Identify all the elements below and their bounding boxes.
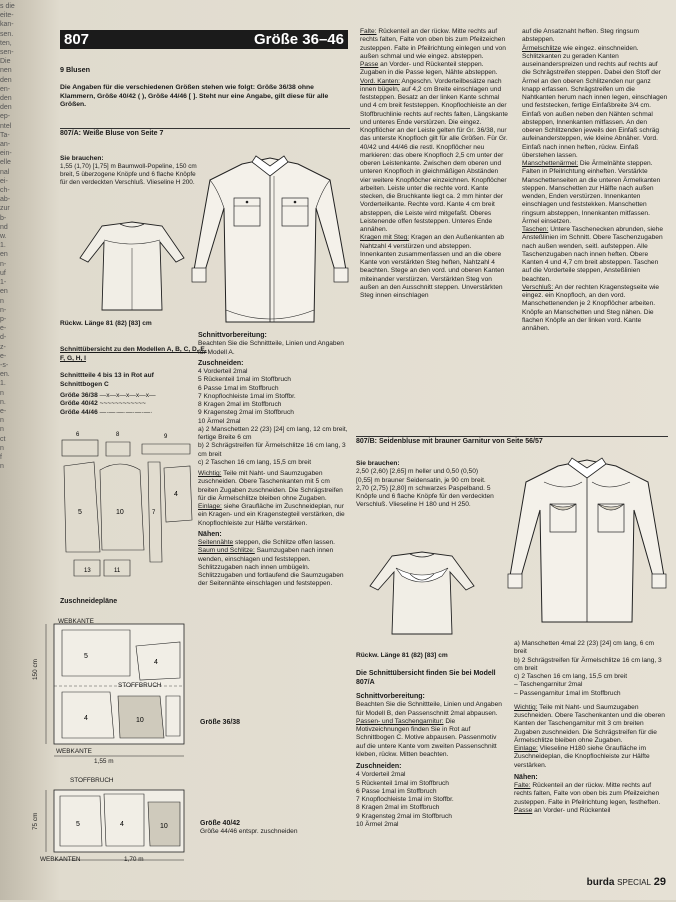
- margin-fragment: Die: [0, 58, 11, 66]
- list-item: 6 Passe 1mal im Stoffbruch: [356, 787, 437, 795]
- list-item: 4 Vorderteil 2mal: [198, 368, 248, 375]
- margin-fragment: ntel: [0, 122, 12, 130]
- model-number: 807: [64, 31, 90, 48]
- margin-fragment: e-: [0, 407, 7, 415]
- piece-label: 10: [136, 717, 144, 724]
- interfacing-note: Einlage: Vlieseline H180 siehe Graufläche im Zuschneideplan, die Knopflochleiste zur Hälfte verstärken.: [514, 745, 650, 769]
- instruction-paragraph: Vord. Kanten: Angeschn. Vorderteilbesätze nach innen bügeln, auf 4,2 cm Breite einschlagen und feststeppen. Besatz an der linken Kante schmal und 4 cm breit feststeppen. Knopflochleiste an der Stoffbruchlinie rechts auf rechts falten, Längskante und unteres Ende verstürzen. Die eingez. Knopflöcher an der Leiste gelten für Gr. 36/38, nur das unterste Knopfloch gilt für alle Größen. Für Gr. 40/42 und 44/46 die restl. Knopflöcher neu markieren: das obere Knopfloch 2,5 cm unter der oberen Leistenkante. Zwischen dem oberen und unteren Knopfloch in gleichmäßigen Abständen vier weitere Knopflöcher einzeichnen. Knopflöcher arbeiten. Leiste unter die rechte vord. Kante stecken, die Bruchkante liegt ca. 2 mm hinter der Vorderteilkante. Rechte vord. Kante 4 cm breit absteppen, die Leiste wird mitgefaßt. Oberes Leistenende offen feststeppen. Unteres Ende annähen.: [360, 77, 508, 233]
- piece-label: 10: [116, 509, 124, 516]
- list-item: 7 Knopflochleiste 1mal im Stoffbr.: [198, 392, 296, 400]
- model-b-blouse-illustration: [506, 452, 668, 632]
- margin-fragment: n.: [0, 398, 6, 406]
- model-b-back-sketch: [362, 548, 482, 638]
- important-note: Wichtig: Teile mit Naht- und Saumzugaben zuschneiden. Obere Taschenkanten und die oberen Kanten der Taschengarnitur mit 3 cm breiten Zugaben zuschneiden. Die Schrägstreifen für die Ärmelschlitze bleiben ohne Zugaben.: [514, 703, 665, 744]
- model-a-back-sketch: [72, 218, 192, 313]
- margin-fragment: eite-: [0, 12, 14, 20]
- margin-fragment: n: [0, 463, 4, 471]
- list-item: 6 Passe 1mal im Stoffbruch: [198, 384, 279, 392]
- margin-fragment: nen: [0, 67, 12, 75]
- instruction-paragraph: Kragen mit Steg: Kragen an den Außenkanten ab Nahtzahl 4 verstürzen und absteppen. Innenkanten zusammenfassen und an die obere Kante von verstärkten Steg heften, Nahtzahl 4 beachten. Stege an den vord. und oberen Kanten miteinander verstürzen. Verstärkten Steg von außen an den Ausschnitt steppen. Unverstärkten Steg innen einschlagen: [360, 234, 505, 299]
- intro-text: Die Angaben für die verschiedenen Größen stehen wie folgt: Größe 36/38 ohne Klammern, Größe 40/42 ( ), Größe 44/46 [ ]. Steht nur eine Angabe, gilt diese für alle Größen.: [60, 84, 329, 109]
- piece-label: 5: [84, 653, 88, 660]
- piece-label: 9: [164, 434, 168, 440]
- margin-fragment: e-: [0, 352, 7, 360]
- margin-fragment: den: [0, 104, 12, 112]
- list-item: 10 Ärmel 2mal: [356, 820, 399, 828]
- margin-fragment: ein-: [0, 150, 12, 158]
- margin-fragment: 1-: [0, 279, 7, 287]
- important-note: Wichtig: Teile mit Naht- und Saumzugaben zuschneiden. Obere Taschenkanten mit 5 cm breiten Zugaben zuschneiden. Die Schrägstreifen für die Ärmelschlitze bleiben ohne Zugaben.: [198, 470, 343, 502]
- cut-title: Zuschneiden:: [198, 359, 244, 367]
- margin-fragment: den: [0, 95, 12, 103]
- margin-fragment: en: [0, 251, 8, 259]
- margin-fragment: ct: [0, 435, 6, 443]
- list-item: 5 Rückenteil 1mal im Stoffbruch: [198, 376, 291, 384]
- margin-fragment: den: [0, 76, 12, 84]
- margin-fragment: n: [0, 297, 4, 305]
- piece-label: 6: [76, 432, 80, 438]
- overview-note: Die Schnittübersicht finden Sie bei Modell 807/A: [356, 670, 496, 686]
- list-item: 7 Knopflochleiste 1mal im Stoffbr.: [356, 796, 454, 804]
- model-a-title: 807/A: Weiße Bluse von Seite 7: [60, 128, 350, 138]
- list-item: b) 2 Schrägstreifen für Ärmelschlitze 16 cm lang, 3 cm breit: [514, 656, 662, 672]
- list-item: b) 2 Schrägstreifen für Ärmelschlitze 16 cm lang, 3 cm breit: [198, 442, 346, 458]
- margin-fragment: n-: [0, 260, 7, 268]
- piece-label: 8: [116, 432, 120, 438]
- margin-fragment: f: [0, 453, 2, 461]
- plan1-size-label: Größe 36/38: [200, 719, 241, 726]
- margin-fragment: b-: [0, 214, 7, 222]
- instruction-paragraph: Saum und Schlitze: Saumzugaben nach innen wenden, einschlagen und feststeppen. Schlitzzugaben nach innen umbügeln. Schlitzzugaben und fortlaufend die Saumzugaben der Seitennähte einschlagen und feststeppen.: [198, 547, 344, 588]
- sew-title: Nähen:: [198, 530, 222, 538]
- model-b-back-length: Rückw. Länge 81 (82) [83] cm: [356, 652, 448, 659]
- list-item: 10 Ärmel 2mal: [198, 417, 241, 425]
- margin-fragment: w.: [0, 233, 7, 241]
- margin-fragment: n-: [0, 306, 7, 314]
- needs-text: 2,50 (2,60) [2,65] m heller und 0,50 (0,50) [0,55] m brauner Seidensatin, je 90 cm breit. 2,70 (2,75) [2,80] m schwarzes Paspelband. 5 Knöpfe und 6 flache Knöpfe für den verdeckten Verschluß. Vlieseline H 180 und H 250.: [356, 468, 494, 509]
- interfacing-note: Einlage: siehe Graufläche im Zuschneideplan, nur ein Kragen- und ein Kragenstegteil verstärken, die Knopflochleiste zur Hälfte verstärken.: [198, 503, 345, 527]
- prep-title: Schnittvorbereitung:: [356, 693, 425, 701]
- piece-label: 4: [174, 491, 178, 498]
- margin-fragment: 1.: [0, 380, 6, 388]
- instruction-paragraph: Ärmelschlitze wie eingez. einschneiden. Schlitzkanten zu geraden Kanten auseinanderspreizen und rechts auf rechts auf die Schrägstreifen steppen. Dabei den Stoff der Ärmel an den oberen Schlitzenden nur ganz knapp erfassen. Schrägstreifen um die Nahtkanten herum nach innen legen, einschlagen und feststecken, fertige Einfaßbreite 3/4 cm. Einfaß von außen neben den Nähten schmal absteppen, Innenkanten mitfassen. An den oberen Schlitzenden jeweils den Einfaß schräg aufeinandersteppen, wie kleine Abnäher. Vord. Einfaß nach innen heften, rückw. Einfaß überstehen lassen.: [522, 44, 668, 159]
- model-a-blouse-illustration: [190, 150, 350, 330]
- margin-fragment: uf: [0, 269, 6, 277]
- size-range: Größe 36–46: [253, 31, 344, 48]
- plan2-size-sub: Größe 44/46 entspr. zuschneiden: [200, 828, 298, 836]
- model-b-title: 807/B: Seidenbluse mit brauner Garnitur von Seite 56/57: [356, 436, 668, 446]
- cutting-plans-title: Zuschneidepläne: [60, 598, 118, 605]
- margin-fragment: n: [0, 426, 4, 434]
- plan2-fold: STOFFBRUCH: [70, 777, 114, 784]
- pattern-pieces-diagram: [60, 422, 195, 582]
- margin-fragment: ei-: [0, 177, 8, 185]
- cutting-plan-size-40: [40, 780, 190, 865]
- pattern-parts-title: Schnittteile 4 bis 13 in Rot auf Schnittbogen C: [60, 372, 154, 388]
- piece-label: 4: [84, 715, 88, 722]
- margin-fragment: en.: [0, 371, 10, 379]
- piece-label: 10: [160, 823, 168, 830]
- plan1-width: 1,55 m: [94, 758, 114, 765]
- cutting-plan-size-36: [40, 616, 190, 766]
- margin-fragment: z-: [0, 343, 6, 351]
- prep-text: Beachten Sie die Schnittteile, Linien und Angaben für Modell B, den Passenschnitt 2mal abpausen.: [356, 701, 502, 717]
- margin-fragment: nd: [0, 223, 8, 231]
- margin-fragment: sen.: [0, 30, 14, 38]
- plan1-selvage-top: WEBKANTE: [58, 618, 94, 625]
- model-b-instructions-right: [514, 640, 668, 815]
- margin-fragment: e-: [0, 325, 7, 333]
- model-b-needs: [356, 460, 496, 510]
- piece-label: 7: [152, 510, 156, 516]
- cut-list-extra: [514, 640, 668, 698]
- prep-text: Beachten Sie die Schnittteile, Linien und Angaben für Modell A.: [198, 340, 344, 356]
- margin-fragment: 1.: [0, 242, 6, 250]
- cut-list: [356, 771, 506, 829]
- list-item: 9 Kragensteg 2mal im Stoffbruch: [356, 812, 452, 820]
- model-a-back-length: Rückw. Länge 81 (82) [83] cm: [60, 320, 152, 327]
- footer-brand: [587, 876, 666, 888]
- plan1-height: 150 cm: [32, 659, 39, 680]
- instruction-paragraph: Taschen: Untere Taschenecken abrunden, siehe Ansteßlinien im Schnitt. Obere Taschenzugaben nach außen wenden, seitl. aufsteppen. Alle Taschenzugaben nach innen heften. Obere Kanten 4 und 4,7 cm breit absteppen. Taschen auf die Vorderteile steppen, Ansteßlinien beachten.: [522, 226, 664, 283]
- instruction-paragraph: auf die Ansatznaht heften. Steg ringsum absteppen.: [522, 28, 639, 44]
- list-item: c) 2 Taschen 16 cm lang, 15,5 cm breit: [198, 458, 312, 466]
- cut-list: [198, 368, 350, 467]
- margin-fragment: ab-: [0, 196, 11, 204]
- instruction-paragraph: Verschluß: An der rechten Kragenstegseite wie eingez. ein Knopfloch, an den vord. Manschettenenden je 2 Knopflöcher arbeiten. Knöpfe an Manschetten und Steg nähen. Die flachen Knöpfe an der linken vord. Kante annähen.: [522, 283, 660, 332]
- margin-fragment: kan-: [0, 21, 14, 29]
- margin-fragment: d-: [0, 334, 7, 342]
- plan2-size-label-block: [200, 820, 350, 837]
- list-item: 5 Rückenteil 1mal im Stoffbruch: [356, 779, 449, 787]
- brand-special: SPECIAL: [617, 878, 651, 887]
- list-item: 8 Kragen 2mal im Stoffbruch: [198, 401, 282, 408]
- margin-fragment: an-: [0, 141, 11, 149]
- instruction-paragraph: Falte: Rückenteil an der rückw. Mitte rechts auf rechts falten, Falte von oben bis zum Pfeilzeichen zusteppen. Falte in Pfeilrichtung einlegen und von außen schmal und wie eingez. absteppen.: [360, 28, 506, 60]
- piece-label: 13: [84, 568, 91, 574]
- model-header: [60, 30, 348, 49]
- sew-title: Nähen:: [514, 773, 538, 781]
- list-item: – Taschengarnitur 2mal: [514, 681, 583, 689]
- instruction-paragraph: Passe an Vorder- und Rückenteil steppen. Zugaben in die Passe legen, Nähte absteppen.: [360, 61, 498, 77]
- plan1-selvage-bottom: WEBKANTE: [56, 748, 92, 755]
- pattern-overview-title: Schnittübersicht zu den Modellen A, B, C, D, E, F, G, H, I: [60, 346, 207, 362]
- page-number: 29: [653, 876, 666, 888]
- margin-fragment: n: [0, 389, 4, 397]
- margin-fragment: ep-: [0, 113, 11, 121]
- margin-fragment: ch-: [0, 187, 10, 195]
- list-item: a) 2 Manschetten 22 (23) [24] cm lang, 12 cm breit, fertige Breite 6 cm: [198, 425, 348, 441]
- intro-block: [60, 66, 350, 109]
- plan2-size-label: Größe 40/42: [200, 820, 241, 827]
- instruction-paragraph: Passe an Vorder- und Rückenteil: [514, 806, 611, 814]
- piece-label: 4: [120, 821, 124, 828]
- piece-label: 4: [154, 659, 158, 666]
- margin-fragment: s die: [0, 3, 15, 10]
- list-item: 4 Vorderteil 2mal: [356, 771, 406, 779]
- margin-fragment: ten,: [0, 39, 12, 47]
- brand-name: burda: [586, 877, 615, 888]
- list-item: c) 2 Taschen 16 cm lang, 15,5 cm breit: [514, 673, 628, 680]
- margin-fragment: elle: [0, 159, 11, 167]
- list-item: 8 Kragen 2mal im Stoffbruch: [356, 804, 440, 812]
- model-a-instructions: [198, 332, 350, 589]
- piece-label: 11: [114, 568, 121, 574]
- plan1-fold: STOFFBRUCH: [118, 682, 162, 689]
- model-b-instructions: [356, 670, 506, 829]
- needs-text: 1,55 (1,70) [1,75] m Baumwoll-Popeline, 150 cm breit, 5 überzogene Knöpfe und 6 flache Knöpfe für den verdeckten Verschluß. Vlieseline H 200.: [60, 163, 197, 186]
- instruction-paragraph: Falte: Rückenteil an der rückw. Mitte rechts auf rechts falten, Falte von oben bis zum Pfeilzeichen zusteppen. Falte in Pfeilrichtung legen, festheften.: [514, 782, 661, 806]
- instruction-paragraph: Manschettenärmel: Die Ärmelnähte steppen. Falten in Pfeilrichtung einheften. Verstärkte Manschettenseiten an die unteren Ärmelkanten steppen. Manschetten zur Hälfte nach außen wenden, Enden verstürzen. Innenkanten einschlagen und feststekken. Manschetten ringsum absteppen, Innenkanten mitfassen. Ärmel einsetzen.: [522, 160, 661, 225]
- size-legend: [60, 392, 200, 417]
- list-item: a) Manschetten 4mal 22 (23) [24] cm lang, 6 cm breit: [514, 640, 654, 656]
- plan2-height: 75 cm: [32, 812, 39, 830]
- intro-title: 9 Blusen: [60, 65, 90, 74]
- legend-row: Größe 44/46 —·—·—·—·—·—·: [60, 408, 153, 416]
- margin-fragment: sen-: [0, 49, 14, 57]
- cut-title: Zuschneiden:: [356, 763, 402, 771]
- piece-label: 5: [78, 509, 82, 516]
- model-a-needs: [60, 155, 200, 187]
- margin-fragment: n: [0, 444, 4, 452]
- list-item: 9 Kragensteg 2mal im Stoffbruch: [198, 409, 294, 417]
- margin-fragment: en-: [0, 85, 11, 93]
- legend-row: Größe 36/38 —x—x—x—x—x—: [60, 392, 156, 399]
- left-margin-strip: [0, 0, 30, 902]
- plan2-selvage-bottom: WEBKANTEN: [40, 856, 81, 863]
- model-a-instructions-cont: [360, 28, 508, 300]
- trim-note: Passen- und Taschengarnitur: Die Motivzeichnungen finden Sie in Rot auf Schnittbogen C. Motive abpausen. Passenmotiv auf die untere Kante vom zweiten Passenschnitt kleben, rückw. Mitten beachten.: [356, 717, 497, 758]
- sew-list: [198, 539, 350, 589]
- legend-row: Größe 40/42 ~~~~~~~~~~~~: [60, 400, 146, 408]
- piece-label: 5: [76, 821, 80, 828]
- margin-fragment: n: [0, 417, 4, 425]
- needs-title: Sie brauchen:: [60, 155, 104, 162]
- instruction-paragraph: Seitennähte steppen, die Schlitze offen lassen.: [198, 539, 335, 546]
- list-item: – Passengarnitur 1mal im Stoffbruch: [514, 689, 621, 697]
- margin-fragment: en: [0, 288, 8, 296]
- prep-title: Schnittvorbereitung:: [198, 332, 267, 339]
- margin-fragment: Ta-: [0, 131, 10, 139]
- margin-fragment: p-: [0, 315, 7, 323]
- margin-fragment: -s-: [0, 361, 9, 369]
- plan2-width: 1,70 m: [124, 856, 144, 863]
- model-a-instructions-right: [522, 28, 668, 333]
- margin-fragment: zur: [0, 205, 10, 213]
- needs-title: Sie brauchen:: [356, 460, 400, 467]
- sew-list: [514, 782, 668, 815]
- margin-fragment: nal: [0, 168, 10, 176]
